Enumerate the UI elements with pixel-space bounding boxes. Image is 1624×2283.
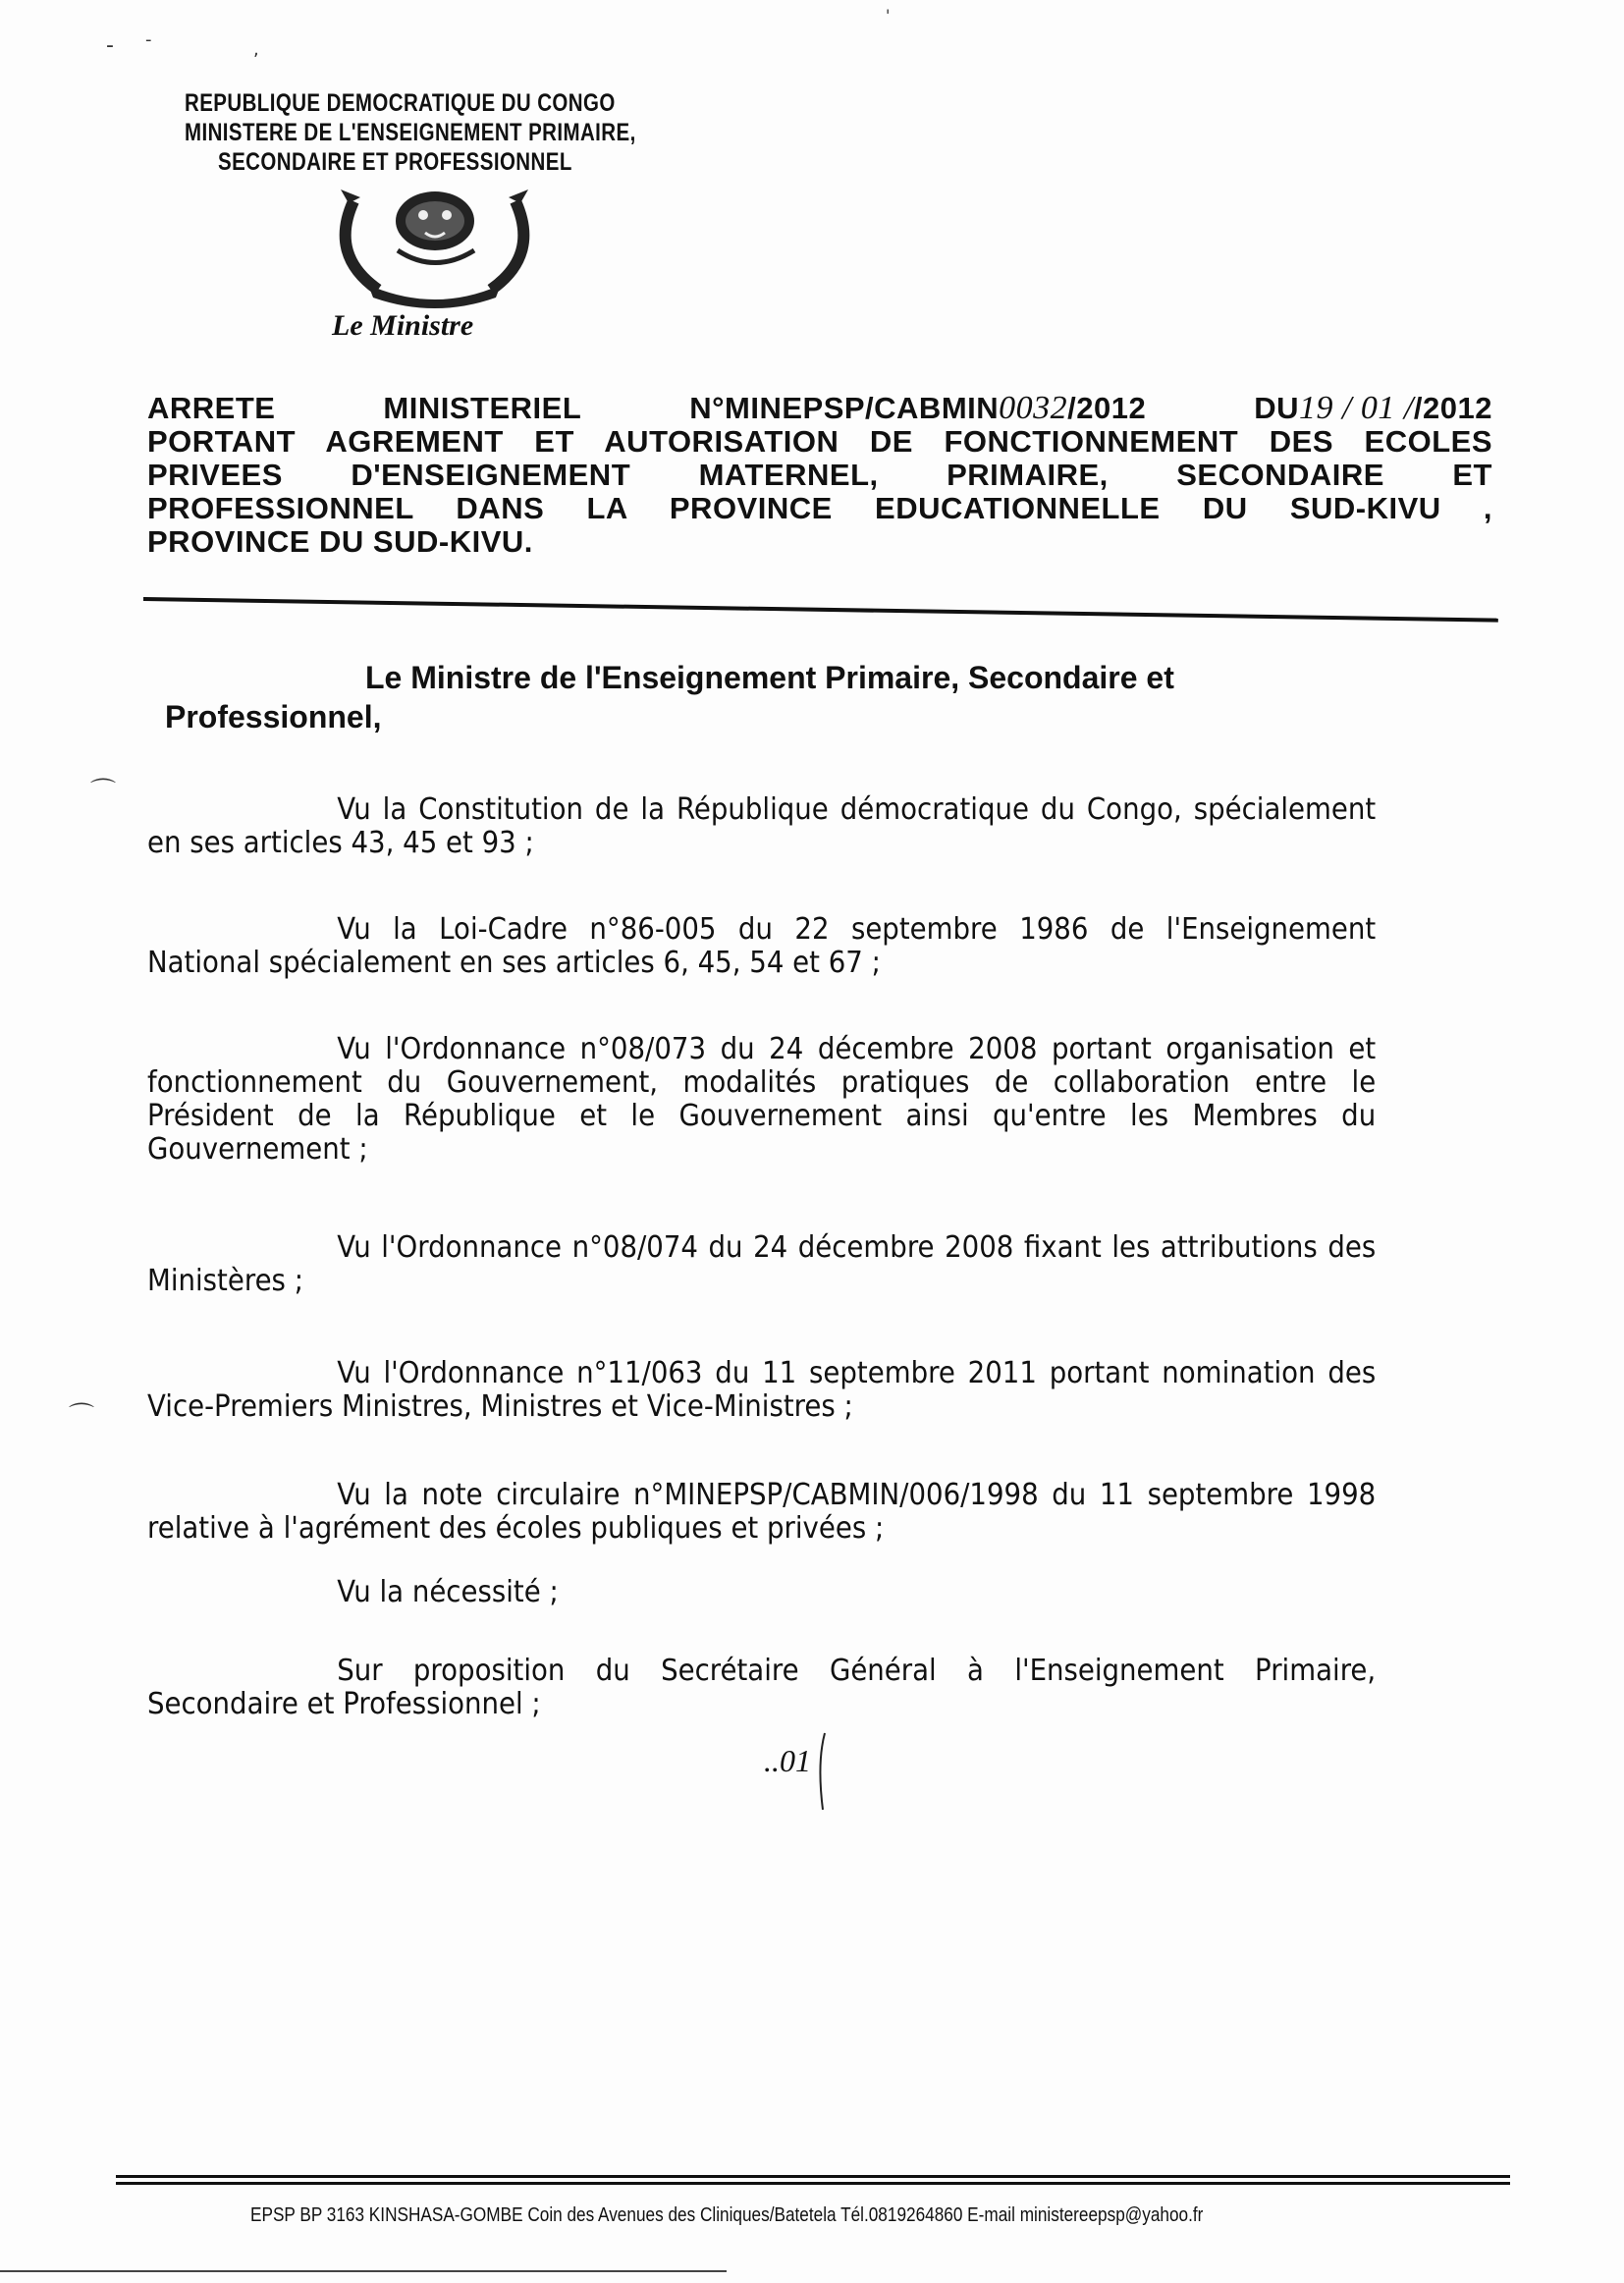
title-word: MINISTERIEL <box>383 391 582 425</box>
consideration-paragraph <box>147 1479 1376 1546</box>
punch-hole-mark: ⌒ <box>90 778 117 807</box>
consideration-text: Vu l'Ordonnance n°08/074 du 24 décembre 2008 fixant les attributions des Ministères ; <box>147 1230 1377 1298</box>
title-line-3: PRIVEES D'ENSEIGNEMENT MATERNEL, PRIMAIRE, SECONDAIRE ET <box>147 458 1492 492</box>
footer-rule-top <box>116 2175 1510 2178</box>
consideration-text: Vu l'Ordonnance n°11/063 du 11 septembre 2011 portant nomination des Vice-Premiers Ministres, Ministres et Vice-Ministres ; <box>147 1356 1377 1424</box>
coat-of-arms-emblem <box>319 182 545 314</box>
title-underline <box>143 597 1498 623</box>
title-decree-date <box>1254 390 1492 426</box>
scan-mark: , <box>253 39 259 60</box>
title-word: /2012 <box>1413 391 1492 425</box>
handwritten-number: 0032 <box>999 390 1068 426</box>
consideration-text: Vu la note circulaire n°MINEPSP/CABMIN/006/1998 du 11 septembre 1998 relative à l'agrément des écoles publiques et privées ; <box>147 1478 1377 1546</box>
footer-address: EPSP BP 3163 KINSHASA-GOMBE Coin des Avenues des Cliniques/Batetela Tél.0819264860 E-mail ministereepsp@yahoo.fr <box>250 2204 1204 2226</box>
consideration-paragraph <box>147 1576 1376 1609</box>
consideration-paragraph <box>147 1033 1376 1167</box>
punch-hole-mark: ⌒ <box>69 1402 95 1432</box>
title-line-4: PROFESSIONNEL DANS LA PROVINCE EDUCATIONNELLE DU SUD-KIVU , <box>147 491 1492 525</box>
scan-mark: - <box>106 33 114 58</box>
page-number-mark: ..01 <box>764 1743 811 1778</box>
consideration-paragraph <box>147 1655 1376 1721</box>
consideration-text: Vu l'Ordonnance n°08/073 du 24 décembre 2008 portant organisation et fonctionnement du Gouvernement, modalités pratiques de collaboration entre le Président de la République et le Gouvernement ainsi qu'entre les Membres du Gouvernement ; <box>147 1032 1377 1167</box>
ministry-name-line2: SECONDAIRE ET PROFESSIONNEL <box>218 148 572 176</box>
signatory-heading: Le Ministre <box>332 309 474 342</box>
title-word: DU <box>1254 391 1299 425</box>
ministry-name-line1: MINISTERE DE L'ENSEIGNEMENT PRIMAIRE, <box>185 119 636 146</box>
consideration-paragraph <box>147 1357 1376 1424</box>
scan-mark: ' <box>886 6 891 25</box>
consideration-paragraph <box>147 913 1376 980</box>
republic-name: REPUBLIQUE DEMOCRATIQUE DU CONGO <box>185 89 616 117</box>
footer-rule-bottom <box>116 2182 1510 2185</box>
minister-line-2: Professionnel, <box>165 699 382 734</box>
consideration-text: Vu la Constitution de la République démocratique du Congo, spécialement en ses articles 43, 45 et 93 ; <box>147 792 1377 860</box>
handwritten-tick <box>756 1723 835 1812</box>
title-word: N°MINEPSP/CABMIN <box>689 391 1000 425</box>
consideration-text: Sur proposition du Secrétaire Général à l'Enseignement Primaire, Secondaire et Professionnel ; <box>147 1654 1377 1721</box>
consideration-text: Vu la Loi-Cadre n°86-005 du 22 septembre 1986 de l'Enseignement National spécialement en ses articles 6, 45, 54 et 67 ; <box>147 912 1377 980</box>
title-word: ARRETE <box>147 391 276 425</box>
scan-edge-line <box>0 2270 727 2272</box>
title-line-5: PROVINCE DU SUD-KIVU. <box>147 524 533 559</box>
title-word: /2012 <box>1067 391 1147 425</box>
scan-mark: - <box>145 29 152 50</box>
consideration-text: Vu la nécessité ; <box>337 1575 559 1609</box>
title-line-2: PORTANT AGREMENT ET AUTORISATION DE FONCTIONNEMENT DES ECOLES <box>147 424 1492 459</box>
consideration-paragraph <box>147 793 1376 860</box>
title-line-1 <box>147 390 1492 426</box>
handwritten-date: 19 / 01 / <box>1298 390 1414 426</box>
minister-line-1: Le Ministre de l'Enseignement Primaire, Secondaire et <box>365 660 1174 695</box>
consideration-paragraph <box>147 1231 1376 1298</box>
title-decree-number <box>689 390 1147 426</box>
